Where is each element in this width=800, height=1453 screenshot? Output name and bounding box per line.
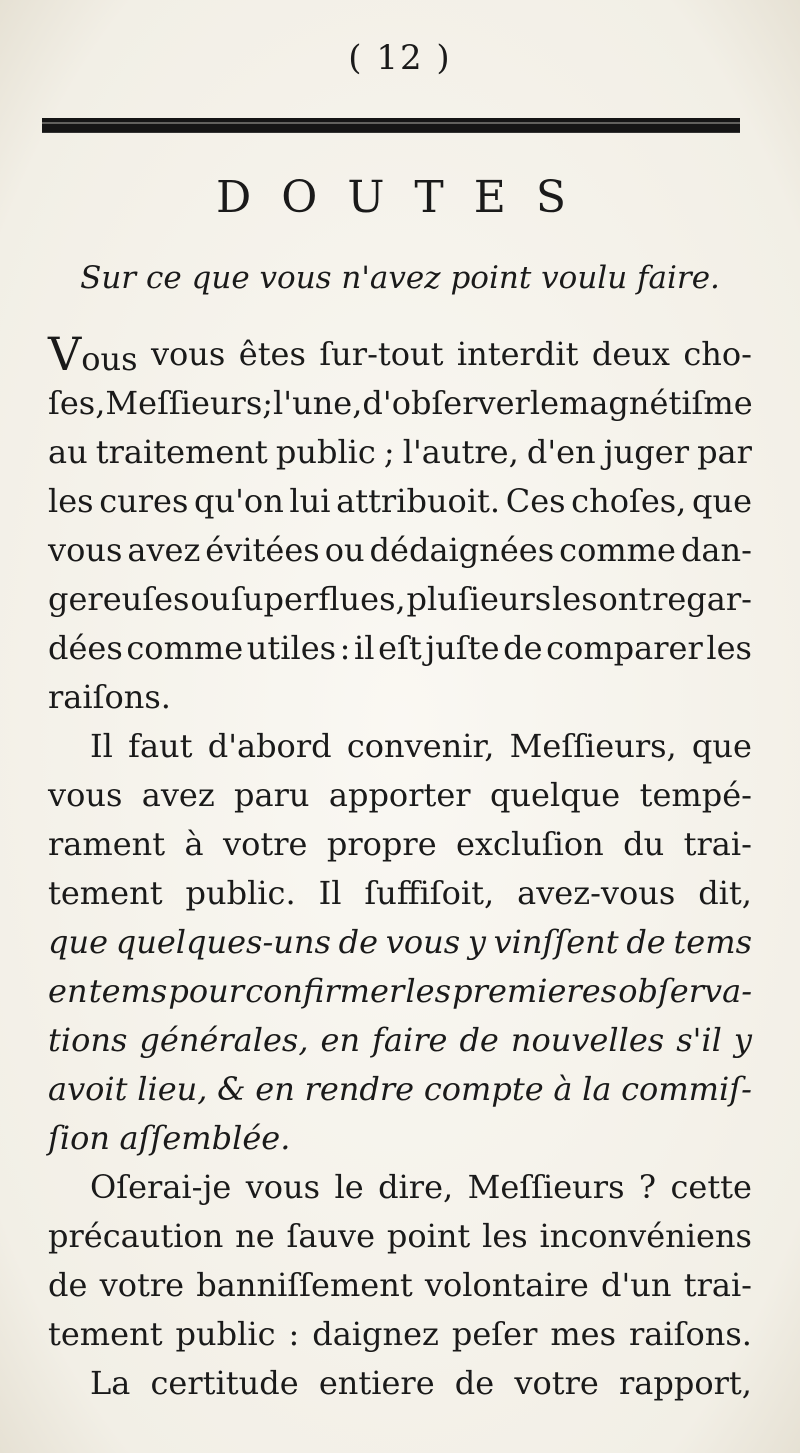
text-line: Il faut d'abord convenir, Meſſieurs, que — [90, 727, 752, 765]
text-line: les cures qu'on lui attribuoit. Ces choſes, que — [48, 482, 752, 520]
text-line: ſes, Meſſieurs ; l'une, d'obſerver le magnétiſme — [48, 384, 753, 422]
chapter-title: DOUTES — [215, 172, 597, 223]
text-line: ſion aſſemblée. — [48, 1119, 291, 1157]
text-line: vous avez paru apporter quelque tempé- — [48, 776, 752, 814]
text-line: rament à votre propre excluſion du trai- — [48, 825, 752, 863]
text-line: Oſerai-je vous le dire, Meſſieurs ? cette — [90, 1168, 752, 1206]
text-line: au traitement public ; l'autre, d'en juger par — [48, 433, 752, 471]
text-line: tement public : daignez peſer mes raiſons. — [48, 1315, 752, 1353]
page-number: ( 12 ) — [348, 38, 452, 78]
text-line: en tems pour confirmer les premieres obſerva- — [48, 972, 752, 1010]
chapter-subtitle: Sur ce que vous n'avez point voulu faire. — [80, 260, 720, 296]
text-line: dées comme utiles : il eſt juſte de comparer les — [48, 629, 752, 667]
text-line: de votre banniſſement volontaire d'un trai- — [48, 1266, 752, 1304]
text-line: que quelques-uns de vous y vinſſent de tems — [48, 923, 752, 961]
text-line: tions générales, en faire de nouvelles s'il y — [48, 1021, 752, 1059]
text-line: tement public. Il ſuffiſoit, avez-vous dit, — [48, 874, 752, 912]
body-text — [48, 327, 753, 1408]
text-line: La certitude entiere de votre rapport, — [90, 1364, 752, 1402]
text-line: gereuſes ou ſuperflues, pluſieurs les ont regar- — [48, 580, 752, 618]
text-line: Vous vous êtes ſur-tout interdit deux cho- — [48, 327, 752, 381]
text-line: raiſons. — [48, 678, 171, 716]
header-rule — [42, 118, 740, 132]
text-line: précaution ne ſauve point les inconvéniens — [48, 1217, 752, 1255]
text-line: vous avez évitées ou dédaignées comme dan- — [48, 531, 752, 569]
text-line: avoit lieu, & en rendre compte à la commiſ- — [48, 1070, 752, 1108]
